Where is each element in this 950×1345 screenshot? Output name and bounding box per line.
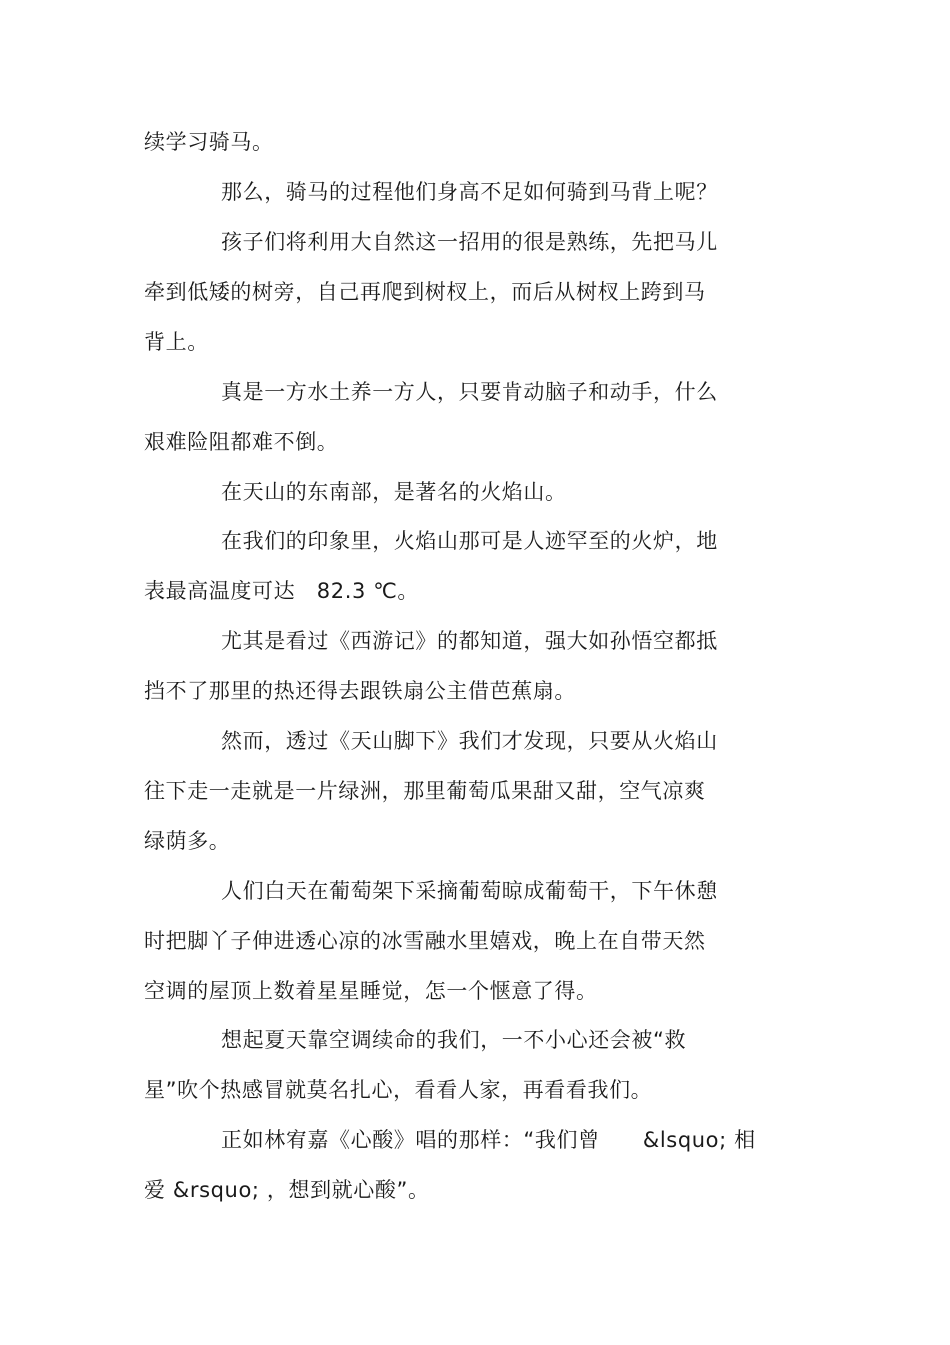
text-line: 尤其是看过《西游记》的都知道，强大如孙悟空都抵: [221, 629, 718, 653]
text-line: 挡不了那里的热还得去跟铁扇公主借芭蕉扇。: [144, 679, 576, 703]
text-line: 往下走一走就是一片绿洲，那里葡萄瓜果甜又甜，空气凉爽: [144, 779, 706, 803]
text-line: 续学习骑马。: [144, 130, 274, 154]
text-line: 空调的屋顶上数着星星睡觉，怎一个惬意了得。: [144, 979, 598, 1003]
text-line: 在我们的印象里，火焰山那可是人迹罕至的火炉，地: [221, 529, 718, 553]
text-line: 星”吹个热感冒就莫名扎心，看看人家，再看看我们。: [144, 1078, 653, 1102]
text-line: 牵到低矮的树旁，自己再爬到树杈上，而后从树杈上跨到马: [144, 280, 706, 304]
text-line: 背上。: [144, 330, 209, 354]
text-line: 真是一方水土养一方人，只要肯动脑子和动手，什么: [221, 380, 718, 404]
text-line: 孩子们将利用大自然这一招用的很是熟练，先把马儿: [221, 230, 718, 254]
text-line: 爱 &rsquo; ，想到就心酸”。: [144, 1178, 430, 1202]
text-line: 那么，骑马的过程他们身高不足如何骑到马背上呢？: [221, 180, 718, 204]
text-line: 表最高温度可达 82.3 ℃。: [144, 579, 420, 603]
text-line: 艰难险阻都难不倒。: [144, 430, 339, 454]
text-line: 正如林宥嘉《心酸》唱的那样：“我们曾 &lsquo; 相: [221, 1128, 756, 1152]
text-line: 时把脚丫子伸进透心凉的冰雪融水里嬉戏，晚上在自带天然: [144, 929, 706, 953]
text-line: 在天山的东南部，是著名的火焰山。: [221, 480, 567, 504]
text-line: 人们白天在葡萄架下采摘葡萄晾成葡萄干，下午休憩: [221, 879, 718, 903]
text-line: 想起夏天靠空调续命的我们，一不小心还会被“救: [221, 1028, 687, 1052]
text-line: 然而，透过《天山脚下》我们才发现，只要从火焰山: [221, 729, 718, 753]
text-line: 绿荫多。: [144, 829, 231, 853]
